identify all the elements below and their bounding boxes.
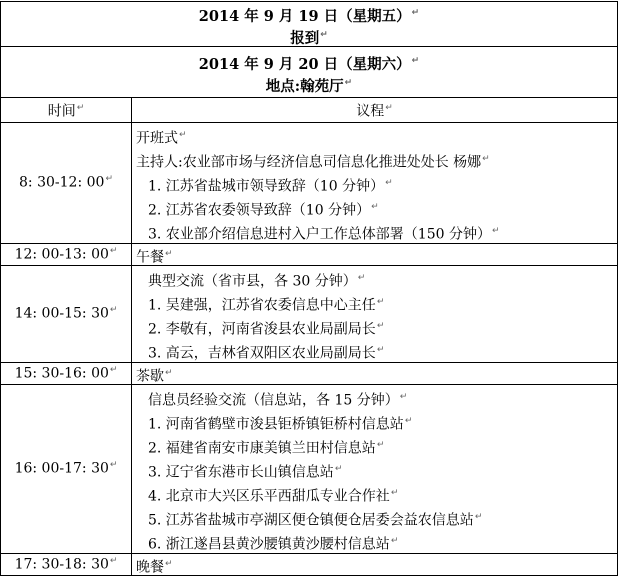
list-item: 晚餐↵ bbox=[136, 558, 173, 576]
day2-header-row bbox=[1, 47, 618, 98]
day1-date: 2014 年 9 月 19 日（星期五）↵ bbox=[198, 7, 420, 25]
list-item: 开班式↵ bbox=[136, 129, 187, 147]
agenda-row-opening bbox=[1, 122, 618, 243]
column-header-row bbox=[1, 98, 618, 123]
list-item: 午餐↵ bbox=[136, 248, 173, 266]
day1-header-row bbox=[1, 2, 618, 47]
row-items bbox=[132, 553, 618, 575]
list-item: 1. 河南省鹤壁市浚县钜桥镇钜桥村信息站↵ bbox=[148, 415, 413, 433]
row-time: 17: 30-18: 30↵ bbox=[1, 553, 132, 575]
row-time: 15: 30-16: 00↵ bbox=[1, 362, 132, 384]
day2-venue: 地点:翰苑厅↵ bbox=[265, 77, 353, 95]
list-item: 3. 农业部介绍信息进村入户工作总体部署（150 分钟）↵ bbox=[148, 225, 500, 243]
row-time: 16: 00-17: 30↵ bbox=[1, 384, 132, 553]
agenda-row-lunch bbox=[1, 243, 618, 265]
agenda-row-station-exchange bbox=[1, 384, 618, 553]
list-item: 3. 辽宁省东港市长山镇信息站↵ bbox=[148, 463, 343, 481]
list-item: 典型交流（省市县，各 30 分钟）↵ bbox=[148, 272, 366, 290]
list-item: 信息员经验交流（信息站，各 15 分钟）↵ bbox=[148, 391, 408, 409]
agenda-row-dinner bbox=[1, 553, 618, 575]
list-item: 1. 江苏省盐城市领导致辞（10 分钟）↵ bbox=[148, 177, 393, 195]
row-time: 14: 00-15: 30↵ bbox=[1, 265, 132, 362]
list-item: 2. 李敬有，河南省浚县农业局副局长↵ bbox=[148, 320, 385, 338]
row-items bbox=[132, 384, 618, 553]
day1-event: 报到↵ bbox=[290, 29, 328, 47]
list-item: 2. 江苏省农委领导致辞（10 分钟）↵ bbox=[148, 201, 379, 219]
agenda-row-break bbox=[1, 362, 618, 384]
agenda-table bbox=[0, 1, 618, 576]
list-item: 2. 福建省南安市康美镇兰田村信息站↵ bbox=[148, 439, 385, 457]
agenda-column-header: 议程↵ bbox=[132, 98, 618, 123]
day2-header-cell bbox=[1, 47, 618, 98]
list-item: 1. 吴建强，江苏省农委信息中心主任↵ bbox=[148, 296, 385, 314]
day2-date: 2014 年 9 月 20 日（星期六）↵ bbox=[198, 55, 420, 73]
row-items bbox=[132, 265, 618, 362]
row-time: 12: 00-13: 00↵ bbox=[1, 243, 132, 265]
row-items bbox=[132, 362, 618, 384]
day1-header-cell bbox=[1, 2, 618, 47]
list-item: 5. 江苏省盐城市亭湖区便仓镇便仓居委会益农信息站↵ bbox=[148, 511, 483, 529]
agenda-row-exchange bbox=[1, 265, 618, 362]
list-item: 4. 北京市大兴区乐平西甜瓜专业合作社↵ bbox=[148, 487, 399, 505]
row-items bbox=[132, 122, 618, 243]
list-item: 茶歇↵ bbox=[136, 367, 173, 385]
list-item: 6. 浙江遂昌县黄沙腰镇黄沙腰村信息站↵ bbox=[148, 535, 399, 553]
row-time: 8: 30-12: 00↵ bbox=[1, 122, 132, 243]
row-items bbox=[132, 243, 618, 265]
list-item: 3. 高云，吉林省双阳区农业局副局长↵ bbox=[148, 344, 385, 362]
list-item: 主持人:农业部市场与经济信息司信息化推进处处长 杨娜↵ bbox=[136, 153, 490, 171]
time-column-header: 时间↵ bbox=[1, 98, 132, 123]
